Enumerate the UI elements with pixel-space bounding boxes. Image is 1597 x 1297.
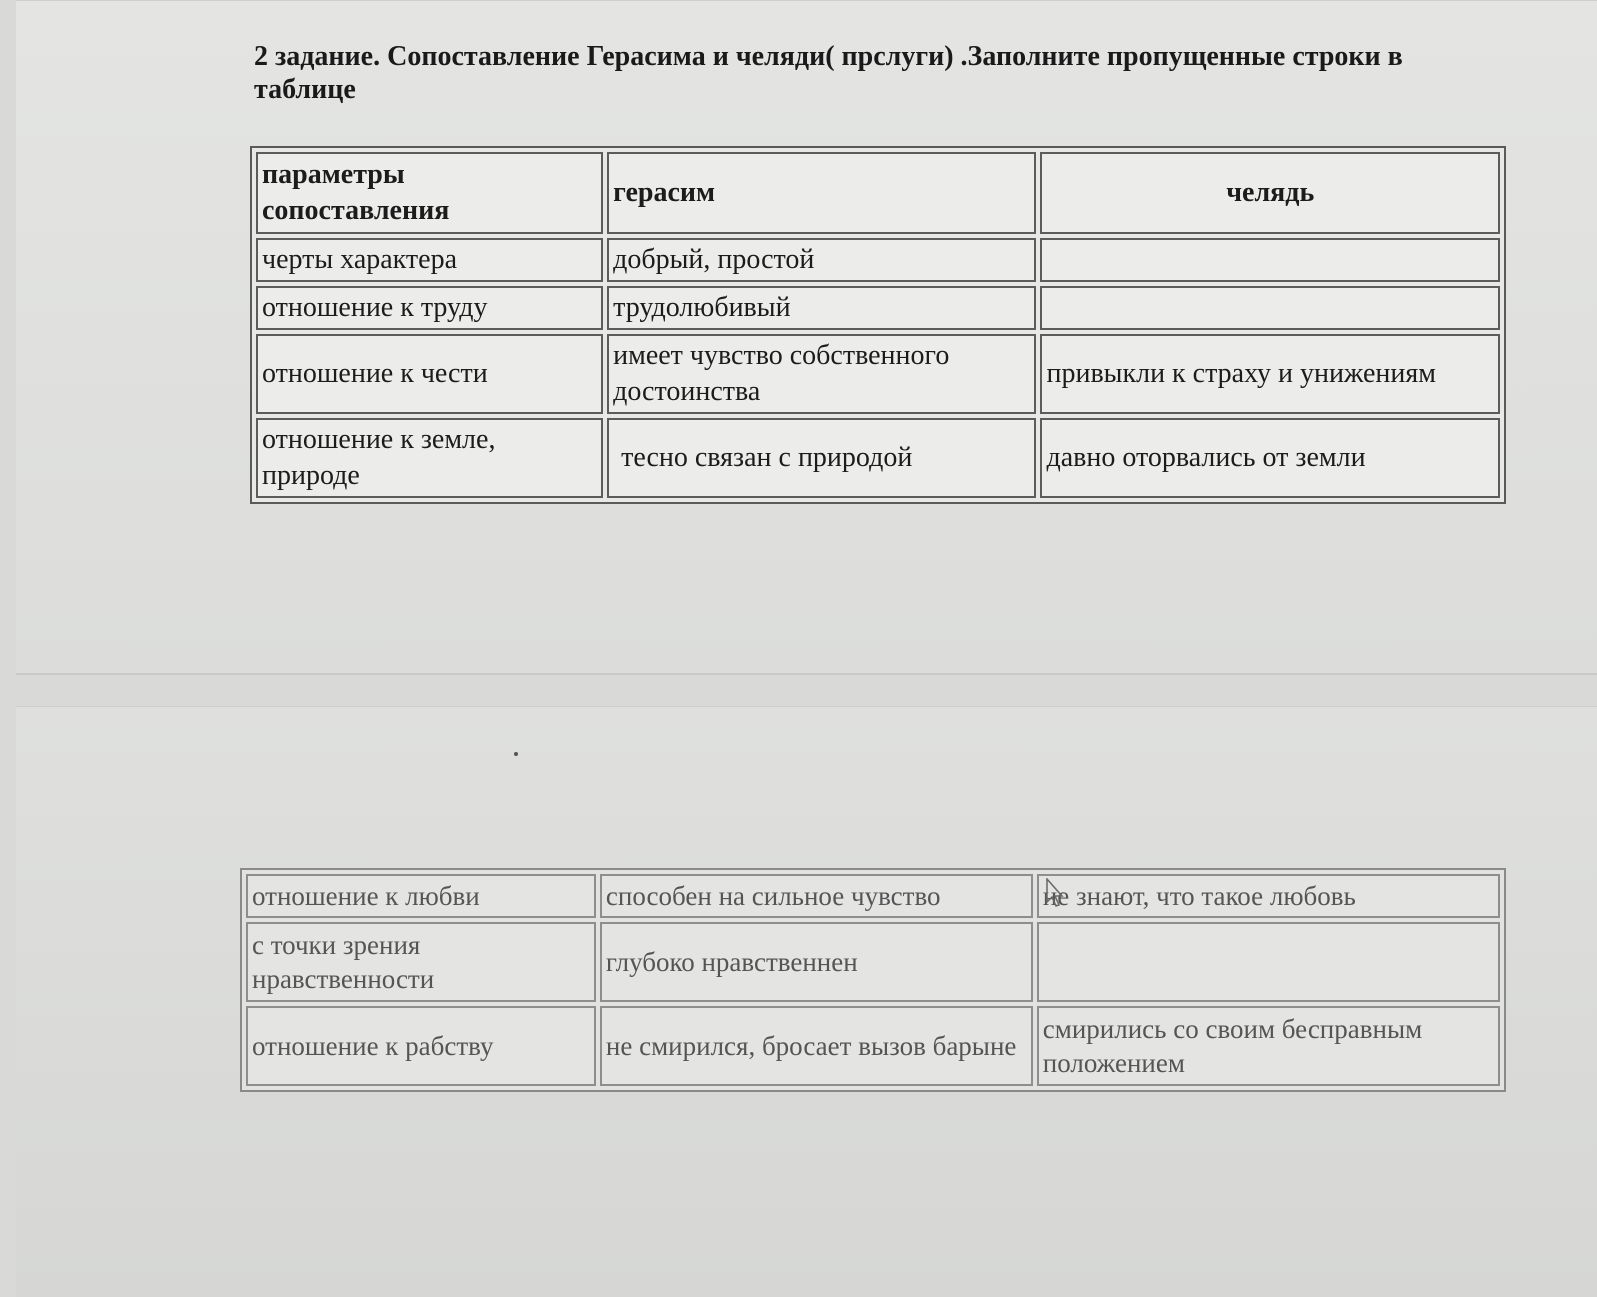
table-row <box>256 334 1500 414</box>
servants-cell-empty[interactable] <box>1037 922 1500 1002</box>
param-cell: с точки зрения нравственности <box>246 922 596 1002</box>
servants-cell: не знают, что такое любовь <box>1037 874 1500 918</box>
table-row <box>256 286 1500 330</box>
header-cell-servants: челядь <box>1040 152 1500 234</box>
mouse-cursor-icon <box>1046 878 1066 908</box>
table-row <box>256 418 1500 498</box>
param-cell: отношение к любви <box>246 874 596 918</box>
gerasim-cell: глубоко нравственнен <box>600 922 1033 1002</box>
param-cell: черты характера <box>256 238 603 282</box>
table-row <box>246 1006 1500 1086</box>
table-row <box>246 922 1500 1002</box>
param-cell: отношение к чести <box>256 334 603 414</box>
servants-cell: привыкли к страху и унижениям <box>1040 334 1500 414</box>
gerasim-cell: трудолюбивый <box>607 286 1036 330</box>
gerasim-cell: добрый, простой <box>607 238 1036 282</box>
servants-cell-empty[interactable] <box>1040 238 1500 282</box>
header-cell-parameters: параметры сопоставления <box>256 152 603 234</box>
speck <box>514 752 518 756</box>
gerasim-cell: тесно связан с природой <box>607 418 1036 498</box>
gerasim-cell: не смирился, бросает вызов барыне <box>600 1006 1033 1086</box>
table-row <box>246 874 1500 918</box>
servants-cell: давно оторвались от земли <box>1040 418 1500 498</box>
comparison-table-continued <box>240 868 1506 1092</box>
param-cell: отношение к земле, природе <box>256 418 603 498</box>
param-cell: отношение к труду <box>256 286 603 330</box>
task-title: 2 задание. Сопоставление Герасима и челяди( прслуги) .Заполните пропущенные строки в таблице <box>254 41 1403 105</box>
gerasim-cell: способен на сильное чувство <box>600 874 1033 918</box>
table-row <box>256 238 1500 282</box>
comparison-table <box>250 146 1506 504</box>
servants-cell-empty[interactable] <box>1040 286 1500 330</box>
header-cell-gerasim: герасим <box>607 152 1036 234</box>
servants-cell: смирились со своим бесправным положением <box>1037 1006 1500 1086</box>
gerasim-cell: имеет чувство собственного достоинства <box>607 334 1036 414</box>
table-header-row <box>256 152 1500 234</box>
param-cell: отношение к рабству <box>246 1006 596 1086</box>
